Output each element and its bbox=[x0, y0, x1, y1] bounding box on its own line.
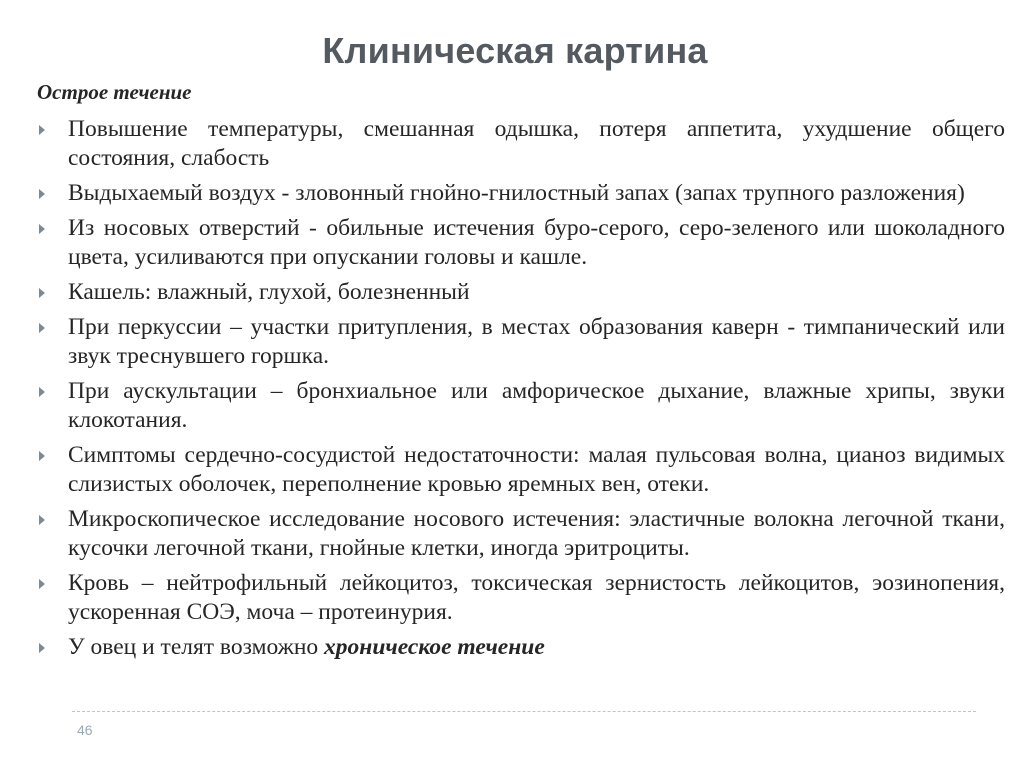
bullet-text: При перкуссии – участки притупления, в местах образования каверн - тимпанический или звук треснувшего горшка. bbox=[68, 314, 1005, 369]
triangle-bullet-icon bbox=[39, 643, 45, 653]
bullet-item bbox=[0, 278, 1024, 307]
bullet-item bbox=[0, 569, 1024, 627]
bullet-text: Выдыхаемый воздух - зловонный гнойно-гнилостный запах (запах трупного разложения) bbox=[68, 180, 965, 206]
triangle-bullet-icon bbox=[39, 451, 45, 461]
bullet-text: У овец и телят возможно bbox=[68, 634, 325, 660]
triangle-bullet-icon bbox=[39, 387, 45, 397]
triangle-bullet-icon bbox=[39, 189, 45, 199]
bullet-text: Кашель: влажный, глухой, болезненный bbox=[68, 279, 470, 305]
bullet-item bbox=[0, 313, 1024, 371]
bullet-item bbox=[0, 441, 1024, 499]
bullet-text: При аускультации – бронхиальное или амфорическое дыхание, влажные хрипы, звуки клокотания. bbox=[68, 378, 1005, 433]
bullet-item bbox=[0, 115, 1024, 173]
bullet-text: Из носовых отверстий - обильные истечения буро-серого, серо-зеленого или шоколадного цвета, усиливаются при опускании головы и кашле. bbox=[68, 215, 1005, 270]
triangle-bullet-icon bbox=[39, 224, 45, 234]
bullet-item bbox=[0, 505, 1024, 563]
bullet-text: Микроскопическое исследование носового истечения: эластичные волокна легочной ткани, кусочки легочной ткани, гнойные клетки, иногда эритроциты. bbox=[68, 506, 1005, 561]
page-number: 46 bbox=[77, 722, 93, 738]
triangle-bullet-icon bbox=[39, 288, 45, 298]
bullet-text: Кровь – нейтрофильный лейкоцитоз, токсическая зернистость лейкоцитов, эозинопения, ускоренная СОЭ, моча – протеинурия. bbox=[68, 570, 1005, 625]
section-subtitle: Острое течение bbox=[37, 80, 192, 104]
triangle-bullet-icon bbox=[39, 125, 45, 135]
bullet-text: Повышение температуры, смешанная одышка, потеря аппетита, ухудшение общего состояния, слабость bbox=[68, 116, 1005, 171]
footer-divider bbox=[72, 711, 976, 712]
bullet-item bbox=[0, 377, 1024, 435]
slide-title: Клиническая картина bbox=[322, 30, 708, 71]
chronic-course-highlight: хроническое течение bbox=[324, 634, 545, 660]
bullet-item bbox=[0, 179, 1024, 208]
triangle-bullet-icon bbox=[39, 515, 45, 525]
bullet-text: Симптомы сердечно-сосудистой недостаточности: малая пульсовая волна, цианоз видимых слизистых оболочек, переполнение кровью яремных вен, отеки. bbox=[68, 442, 1005, 497]
bullet-item bbox=[0, 214, 1024, 272]
bullet-list bbox=[0, 115, 1024, 668]
bullet-item-chronic bbox=[0, 633, 1024, 662]
triangle-bullet-icon bbox=[39, 323, 45, 333]
triangle-bullet-icon bbox=[39, 579, 45, 589]
